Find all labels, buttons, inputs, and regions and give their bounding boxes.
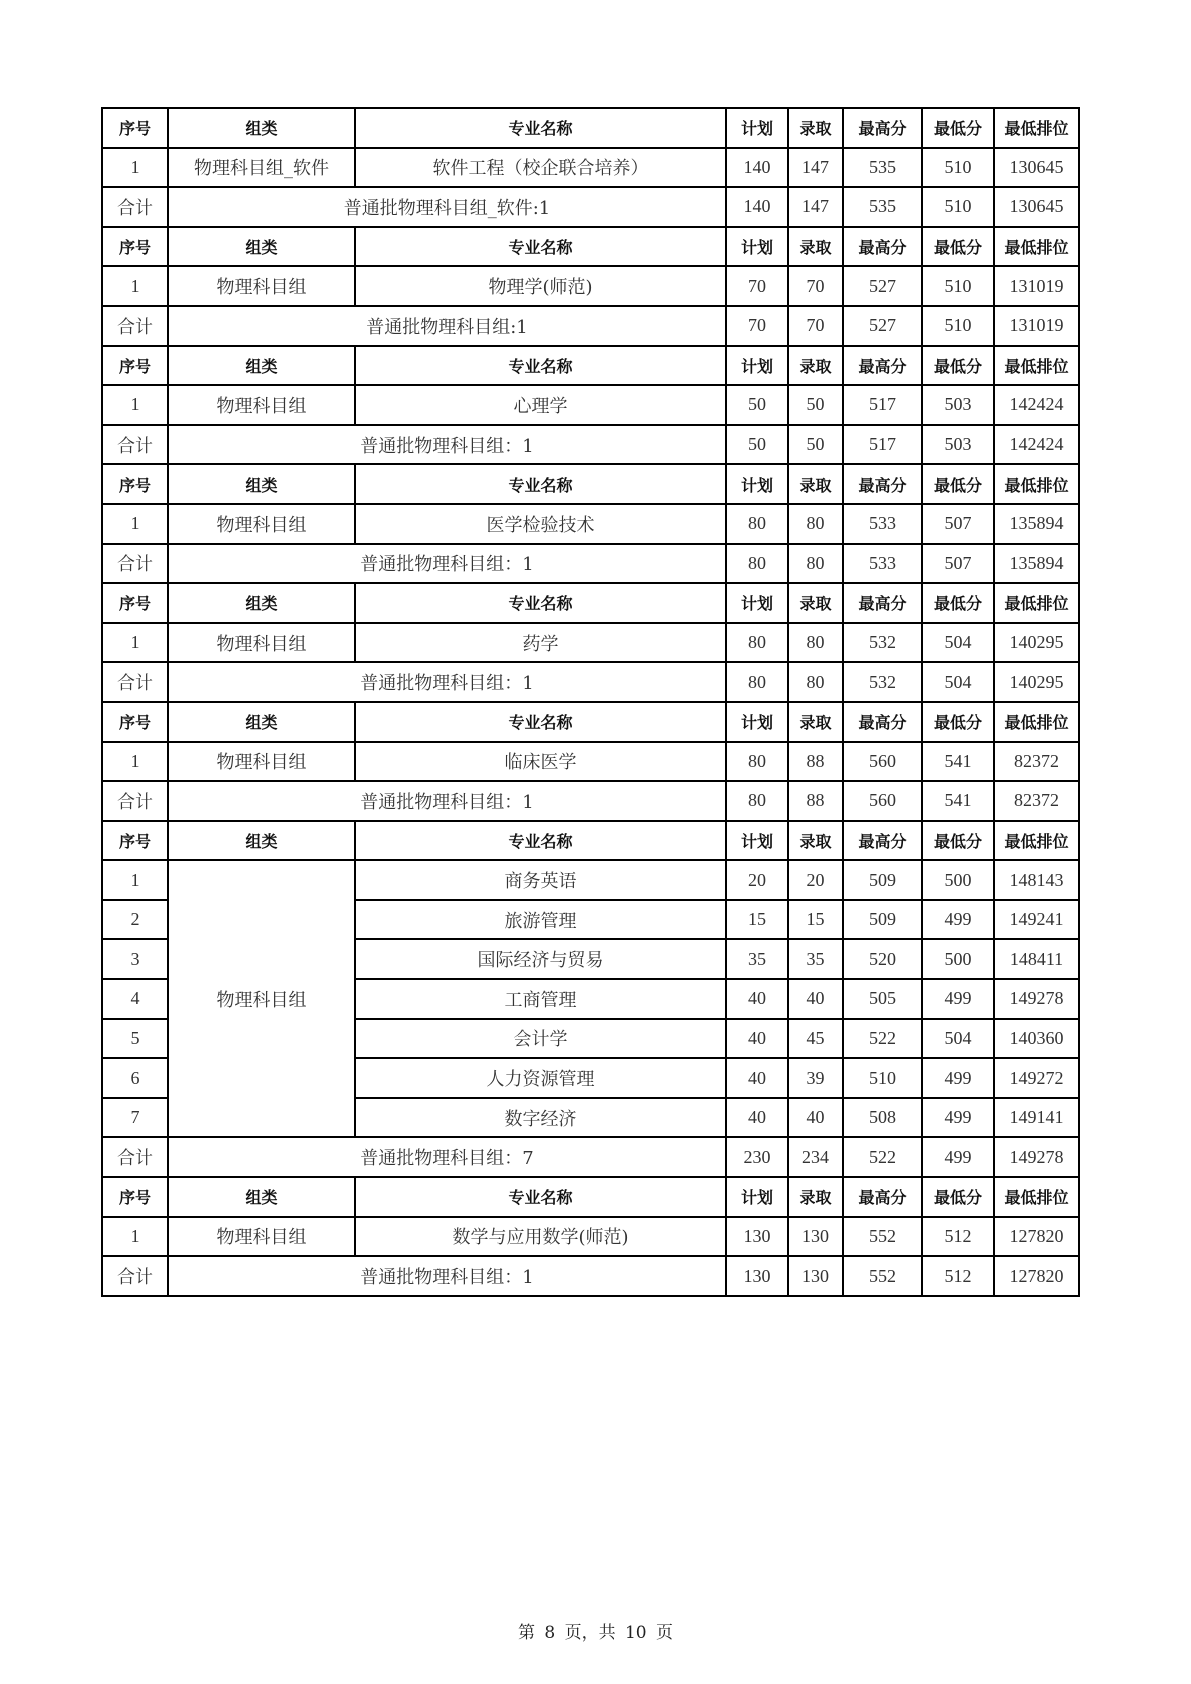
row-plan: 50: [726, 385, 788, 425]
total-min-score: 510: [922, 306, 994, 346]
row-major: 工商管理: [355, 979, 726, 1019]
total-label: 合计: [102, 425, 168, 465]
header-row: [102, 108, 1079, 148]
total-max-score: 522: [843, 1137, 922, 1177]
row-min-rank: 148411: [994, 939, 1079, 979]
row-min-score: 503: [922, 385, 994, 425]
total-admitted: 88: [788, 781, 843, 821]
table-body: [102, 108, 1079, 1296]
total-max-score: 552: [843, 1256, 922, 1296]
row-group: 物理科目组: [168, 385, 355, 425]
row-max-score: 508: [843, 1098, 922, 1138]
row-plan: 140: [726, 148, 788, 188]
col-header-major: 专业名称: [355, 108, 726, 148]
total-row: [102, 425, 1079, 465]
total-admitted: 80: [788, 662, 843, 702]
col-header-min-score: 最低分: [922, 108, 994, 148]
col-header-min-score: 最低分: [922, 464, 994, 504]
row-max-score: 509: [843, 900, 922, 940]
total-description: 普通批物理科目组：1: [168, 544, 726, 584]
row-admitted: 35: [788, 939, 843, 979]
row-admitted: 80: [788, 504, 843, 544]
total-admitted: 70: [788, 306, 843, 346]
row-min-score: 499: [922, 1098, 994, 1138]
col-header-major: 专业名称: [355, 346, 726, 386]
row-group: 物理科目组: [168, 742, 355, 782]
col-header-group: 组类: [168, 464, 355, 504]
total-row: [102, 306, 1079, 346]
col-header-min-rank: 最低排位: [994, 1177, 1079, 1217]
col-header-min-score: 最低分: [922, 702, 994, 742]
row-max-score: 522: [843, 1019, 922, 1059]
col-header-max-score: 最高分: [843, 821, 922, 861]
total-min-score: 512: [922, 1256, 994, 1296]
total-min-score: 499: [922, 1137, 994, 1177]
col-header-plan: 计划: [726, 702, 788, 742]
col-header-group: 组类: [168, 702, 355, 742]
table-row: [102, 504, 1079, 544]
col-header-group: 组类: [168, 821, 355, 861]
col-header-seq: 序号: [102, 227, 168, 267]
row-major: 物理学(师范): [355, 266, 726, 306]
col-header-seq: 序号: [102, 583, 168, 623]
row-seq: 7: [102, 1098, 168, 1138]
row-max-score: 505: [843, 979, 922, 1019]
table-row: [102, 266, 1079, 306]
row-min-rank: 149278: [994, 979, 1079, 1019]
row-group: 物理科目组: [168, 623, 355, 663]
total-max-score: 535: [843, 187, 922, 227]
total-row: [102, 187, 1079, 227]
row-seq: 6: [102, 1058, 168, 1098]
total-min-rank: 142424: [994, 425, 1079, 465]
row-min-score: 512: [922, 1217, 994, 1257]
col-header-min-rank: 最低排位: [994, 346, 1079, 386]
col-header-seq: 序号: [102, 1177, 168, 1217]
col-header-admitted: 录取: [788, 1177, 843, 1217]
header-row: [102, 702, 1079, 742]
row-admitted: 20: [788, 860, 843, 900]
row-min-rank: 142424: [994, 385, 1079, 425]
row-admitted: 50: [788, 385, 843, 425]
total-max-score: 533: [843, 544, 922, 584]
total-plan: 50: [726, 425, 788, 465]
col-header-group: 组类: [168, 1177, 355, 1217]
row-min-rank: 140360: [994, 1019, 1079, 1059]
total-min-score: 504: [922, 662, 994, 702]
col-header-min-score: 最低分: [922, 821, 994, 861]
col-header-seq: 序号: [102, 821, 168, 861]
row-max-score: 520: [843, 939, 922, 979]
total-admitted: 80: [788, 544, 843, 584]
col-header-min-rank: 最低排位: [994, 227, 1079, 267]
total-description: 普通批物理科目组：1: [168, 425, 726, 465]
row-max-score: 532: [843, 623, 922, 663]
total-row: [102, 544, 1079, 584]
row-min-rank: 148143: [994, 860, 1079, 900]
row-admitted: 147: [788, 148, 843, 188]
col-header-major: 专业名称: [355, 702, 726, 742]
row-major: 国际经济与贸易: [355, 939, 726, 979]
total-min-rank: 140295: [994, 662, 1079, 702]
row-max-score: 535: [843, 148, 922, 188]
row-group: 物理科目组: [168, 860, 355, 1137]
row-major: 会计学: [355, 1019, 726, 1059]
row-max-score: 527: [843, 266, 922, 306]
row-max-score: 533: [843, 504, 922, 544]
header-row: [102, 821, 1079, 861]
row-min-score: 510: [922, 266, 994, 306]
row-seq: 3: [102, 939, 168, 979]
row-plan: 80: [726, 504, 788, 544]
col-header-plan: 计划: [726, 1177, 788, 1217]
col-header-admitted: 录取: [788, 346, 843, 386]
col-header-min-rank: 最低排位: [994, 702, 1079, 742]
total-min-rank: 130645: [994, 187, 1079, 227]
col-header-max-score: 最高分: [843, 583, 922, 623]
header-row: [102, 346, 1079, 386]
total-label: 合计: [102, 1137, 168, 1177]
col-header-min-score: 最低分: [922, 583, 994, 623]
row-major: 旅游管理: [355, 900, 726, 940]
row-major: 数字经济: [355, 1098, 726, 1138]
col-header-major: 专业名称: [355, 821, 726, 861]
total-plan: 230: [726, 1137, 788, 1177]
row-group: 物理科目组_软件: [168, 148, 355, 188]
row-min-rank: 130645: [994, 148, 1079, 188]
page-number-footer: 第 8 页，共 10 页: [517, 1623, 674, 1643]
col-header-min-rank: 最低排位: [994, 583, 1079, 623]
row-seq: 1: [102, 504, 168, 544]
table-row: [102, 623, 1079, 663]
total-admitted: 50: [788, 425, 843, 465]
col-header-major: 专业名称: [355, 1177, 726, 1217]
col-header-seq: 序号: [102, 346, 168, 386]
row-max-score: 560: [843, 742, 922, 782]
total-max-score: 560: [843, 781, 922, 821]
col-header-plan: 计划: [726, 108, 788, 148]
total-plan: 80: [726, 662, 788, 702]
admission-table: [101, 107, 1080, 1297]
total-admitted: 147: [788, 187, 843, 227]
col-header-min-score: 最低分: [922, 1177, 994, 1217]
col-header-group: 组类: [168, 346, 355, 386]
table-row: [102, 742, 1079, 782]
row-admitted: 45: [788, 1019, 843, 1059]
total-admitted: 234: [788, 1137, 843, 1177]
total-row: [102, 781, 1079, 821]
row-major: 医学检验技术: [355, 504, 726, 544]
total-max-score: 517: [843, 425, 922, 465]
col-header-group: 组类: [168, 108, 355, 148]
row-seq: 1: [102, 1217, 168, 1257]
col-header-seq: 序号: [102, 702, 168, 742]
col-header-max-score: 最高分: [843, 702, 922, 742]
col-header-major: 专业名称: [355, 227, 726, 267]
col-header-max-score: 最高分: [843, 1177, 922, 1217]
total-row: [102, 1137, 1079, 1177]
row-max-score: 510: [843, 1058, 922, 1098]
total-label: 合计: [102, 187, 168, 227]
row-min-score: 499: [922, 900, 994, 940]
row-group: 物理科目组: [168, 266, 355, 306]
total-min-score: 507: [922, 544, 994, 584]
row-min-rank: 140295: [994, 623, 1079, 663]
total-plan: 80: [726, 544, 788, 584]
col-header-min-rank: 最低排位: [994, 108, 1079, 148]
row-major: 人力资源管理: [355, 1058, 726, 1098]
col-header-seq: 序号: [102, 108, 168, 148]
row-admitted: 40: [788, 1098, 843, 1138]
col-header-max-score: 最高分: [843, 346, 922, 386]
row-seq: 5: [102, 1019, 168, 1059]
row-min-score: 510: [922, 148, 994, 188]
row-min-score: 541: [922, 742, 994, 782]
row-plan: 40: [726, 1019, 788, 1059]
total-row: [102, 1256, 1079, 1296]
col-header-group: 组类: [168, 583, 355, 623]
col-header-major: 专业名称: [355, 583, 726, 623]
row-seq: 1: [102, 385, 168, 425]
row-plan: 40: [726, 1098, 788, 1138]
total-description: 普通批物理科目组_软件:1: [168, 187, 726, 227]
total-label: 合计: [102, 544, 168, 584]
col-header-group: 组类: [168, 227, 355, 267]
row-admitted: 15: [788, 900, 843, 940]
total-label: 合计: [102, 662, 168, 702]
col-header-plan: 计划: [726, 821, 788, 861]
header-row: [102, 1177, 1079, 1217]
header-row: [102, 227, 1079, 267]
row-min-score: 504: [922, 1019, 994, 1059]
row-admitted: 80: [788, 623, 843, 663]
row-seq: 1: [102, 742, 168, 782]
col-header-max-score: 最高分: [843, 227, 922, 267]
row-admitted: 39: [788, 1058, 843, 1098]
row-plan: 35: [726, 939, 788, 979]
total-row: [102, 662, 1079, 702]
col-header-max-score: 最高分: [843, 108, 922, 148]
header-row: [102, 464, 1079, 504]
table-row: [102, 860, 1079, 900]
total-min-rank: 82372: [994, 781, 1079, 821]
table-row: [102, 1217, 1079, 1257]
row-max-score: 517: [843, 385, 922, 425]
total-plan: 80: [726, 781, 788, 821]
row-min-score: 499: [922, 979, 994, 1019]
row-min-score: 500: [922, 860, 994, 900]
row-min-rank: 82372: [994, 742, 1079, 782]
row-group: 物理科目组: [168, 504, 355, 544]
row-plan: 80: [726, 623, 788, 663]
row-plan: 70: [726, 266, 788, 306]
col-header-min-score: 最低分: [922, 227, 994, 267]
row-min-rank: 149272: [994, 1058, 1079, 1098]
row-major: 数学与应用数学(师范): [355, 1217, 726, 1257]
row-min-score: 507: [922, 504, 994, 544]
row-seq: 1: [102, 623, 168, 663]
col-header-admitted: 录取: [788, 227, 843, 267]
row-min-rank: 131019: [994, 266, 1079, 306]
total-min-rank: 135894: [994, 544, 1079, 584]
col-header-plan: 计划: [726, 346, 788, 386]
total-description: 普通批物理科目组：1: [168, 1256, 726, 1296]
total-plan: 140: [726, 187, 788, 227]
total-description: 普通批物理科目组:1: [168, 306, 726, 346]
col-header-admitted: 录取: [788, 583, 843, 623]
row-min-rank: 149141: [994, 1098, 1079, 1138]
total-min-rank: 149278: [994, 1137, 1079, 1177]
total-min-rank: 127820: [994, 1256, 1079, 1296]
total-max-score: 527: [843, 306, 922, 346]
row-admitted: 40: [788, 979, 843, 1019]
total-plan: 70: [726, 306, 788, 346]
total-plan: 130: [726, 1256, 788, 1296]
total-description: 普通批物理科目组：1: [168, 662, 726, 702]
total-max-score: 532: [843, 662, 922, 702]
col-header-plan: 计划: [726, 227, 788, 267]
col-header-admitted: 录取: [788, 464, 843, 504]
row-group: 物理科目组: [168, 1217, 355, 1257]
col-header-admitted: 录取: [788, 108, 843, 148]
total-min-score: 510: [922, 187, 994, 227]
row-major: 药学: [355, 623, 726, 663]
col-header-plan: 计划: [726, 464, 788, 504]
col-header-min-score: 最低分: [922, 346, 994, 386]
row-admitted: 88: [788, 742, 843, 782]
row-plan: 80: [726, 742, 788, 782]
col-header-max-score: 最高分: [843, 464, 922, 504]
row-admitted: 130: [788, 1217, 843, 1257]
total-label: 合计: [102, 306, 168, 346]
row-seq: 4: [102, 979, 168, 1019]
row-min-rank: 135894: [994, 504, 1079, 544]
row-plan: 40: [726, 1058, 788, 1098]
row-major: 心理学: [355, 385, 726, 425]
row-max-score: 552: [843, 1217, 922, 1257]
table-row: [102, 148, 1079, 188]
row-plan: 15: [726, 900, 788, 940]
row-max-score: 509: [843, 860, 922, 900]
row-seq: 1: [102, 860, 168, 900]
row-min-rank: 149241: [994, 900, 1079, 940]
row-major: 临床医学: [355, 742, 726, 782]
col-header-admitted: 录取: [788, 821, 843, 861]
row-min-score: 500: [922, 939, 994, 979]
col-header-seq: 序号: [102, 464, 168, 504]
row-seq: 1: [102, 266, 168, 306]
row-plan: 40: [726, 979, 788, 1019]
total-min-score: 503: [922, 425, 994, 465]
row-major: 商务英语: [355, 860, 726, 900]
total-label: 合计: [102, 781, 168, 821]
row-min-score: 499: [922, 1058, 994, 1098]
row-seq: 1: [102, 148, 168, 188]
total-label: 合计: [102, 1256, 168, 1296]
table-row: [102, 385, 1079, 425]
total-description: 普通批物理科目组：1: [168, 781, 726, 821]
col-header-min-rank: 最低排位: [994, 821, 1079, 861]
row-plan: 130: [726, 1217, 788, 1257]
row-admitted: 70: [788, 266, 843, 306]
row-plan: 20: [726, 860, 788, 900]
total-admitted: 130: [788, 1256, 843, 1296]
total-description: 普通批物理科目组：7: [168, 1137, 726, 1177]
col-header-admitted: 录取: [788, 702, 843, 742]
total-min-rank: 131019: [994, 306, 1079, 346]
row-major: 软件工程（校企联合培养）: [355, 148, 726, 188]
row-min-score: 504: [922, 623, 994, 663]
col-header-major: 专业名称: [355, 464, 726, 504]
row-seq: 2: [102, 900, 168, 940]
col-header-plan: 计划: [726, 583, 788, 623]
header-row: [102, 583, 1079, 623]
col-header-min-rank: 最低排位: [994, 464, 1079, 504]
row-min-rank: 127820: [994, 1217, 1079, 1257]
total-min-score: 541: [922, 781, 994, 821]
